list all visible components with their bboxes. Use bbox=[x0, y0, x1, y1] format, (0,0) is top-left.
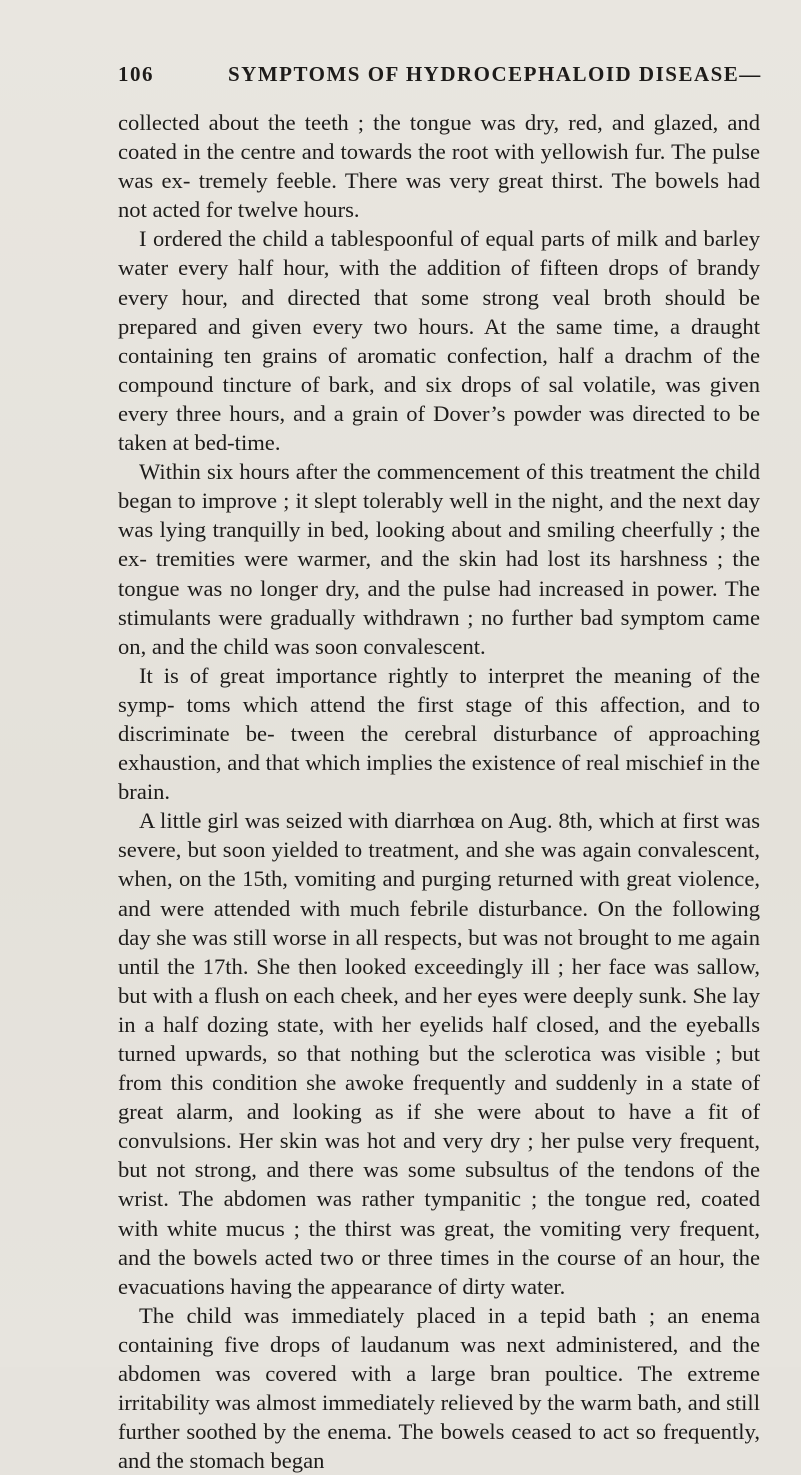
paragraph: It is of great importance rightly to interpret the meaning of the symp- toms which attend the first stage of this affection, and to discriminate be- tween the cerebral disturbance of approaching exhaustion, and that which implies the existence of real mischief in the brain. bbox=[118, 662, 760, 805]
page-number: 106 bbox=[118, 62, 154, 86]
running-head bbox=[118, 62, 762, 94]
body-text bbox=[118, 108, 760, 1475]
paragraph: collected about the teeth ; the tongue was dry, red, and glazed, and coated in the centre and towards the root with yellowish fur. The pulse was ex- tremely feeble. There was very great thirst. The bowels had not acted for twelve hours. bbox=[118, 110, 760, 223]
running-title: SYMPTOMS OF HYDROCEPHALOID DISEASE— bbox=[228, 62, 762, 86]
paragraph: I ordered the child a tablespoonful of equal parts of milk and barley water every half hour, with the addition of fifteen drops of brandy every hour, and directed that some strong veal broth should be prepared and given every two hours. At the same time, a draught containing ten grains of aromatic confection, half a drachm of the compound tincture of bark, and six drops of sal volatile, was given every three hours, and a grain of Dover’s powder was directed to be taken at bed-time. bbox=[118, 226, 760, 456]
paragraph: Within six hours after the commencement of this treatment the child began to improve ; it slept tolerably well in the night, and the next day was lying tranquilly in bed, looking about and smiling cheerfully ; the ex- tremities were warmer, and the skin had lost its harshness ; the tongue was no longer dry, and the pulse had increased in power. The stimulants were gradually withdrawn ; no further bad symptom came on, and the child was soon convalescent. bbox=[118, 459, 760, 659]
paragraph: A little girl was seized with diarrhœa on Aug. 8th, which at first was severe, but soon yielded to treatment, and she was again convalescent, when, on the 15th, vomiting and purging returned with great violence, and were attended with much febrile disturbance. On the following day she was still worse in all respects, but was not brought to me again until the 17th. She then looked exceedingly ill ; her face was sallow, but with a flush on each cheek, and her eyes were deeply sunk. She lay in a half dozing state, with her eyelids half closed, and the eyeballs turned upwards, so that nothing but the sclerotica was visible ; but from this condition she awoke frequently and suddenly in a state of great alarm, and looking as if she were about to have a fit of convulsions. Her skin was hot and very dry ; her pulse very frequent, but not strong, and there was some subsultus of the tendons of the wrist. The abdomen was rather tympanitic ; the tongue red, coated with white mucus ; the thirst was great, the vomiting very frequent, and the bowels acted two or three times in the course of an hour, the evacuations having the appearance of dirty water. bbox=[118, 808, 760, 1299]
paragraph: The child was immediately placed in a tepid bath ; an enema containing five drops of laudanum was next administered, and the abdomen was covered with a large bran poultice. The extreme irritability was almost immediately relieved by the warm bath, and still further soothed by the enema. The bowels ceased to act so frequently, and the stomach began bbox=[118, 1302, 760, 1474]
